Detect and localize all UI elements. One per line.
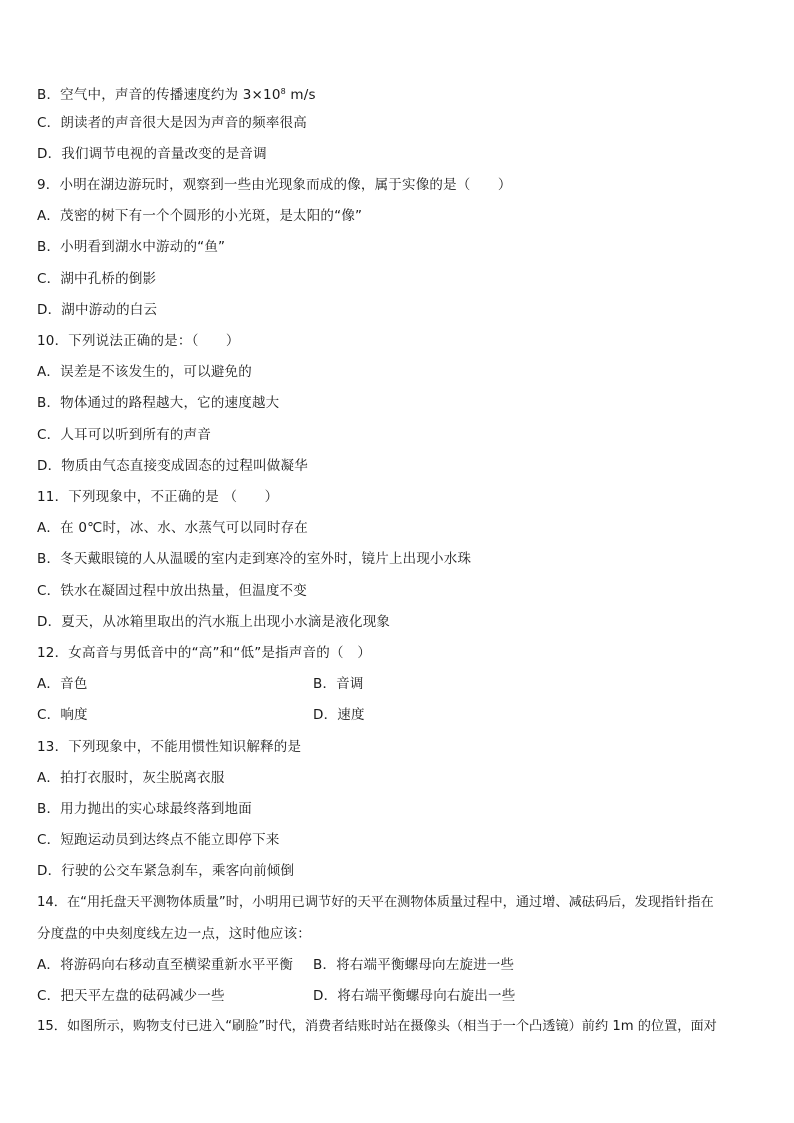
q13-option-b: B．用力抛出的实心球最终落到地面	[37, 801, 252, 817]
q11-option-d: D．夏天，从冰箱里取出的汽水瓶上出现小水滴是液化现象	[37, 614, 391, 630]
q10-stem: 10．下列说法正确的是：（ ）	[37, 333, 240, 349]
q14-option-b: B．将右端平衡螺母向左旋进一些	[313, 957, 515, 973]
q11-option-a: A．在 0℃时，冰、水、水蒸气可以同时存在	[37, 520, 308, 536]
q14-stem-line1: 14．在“用托盘天平测物体质量”时，小明用已调节好的天平在测物体质量过程中，通过增、减砝码后，发现指针指在	[37, 895, 714, 910]
q13-option-d: D．行驶的公交车紧急刹车，乘客向前倾倒	[37, 863, 295, 879]
q11-stem: 11．下列现象中，不正确的是 （ ）	[37, 489, 279, 505]
q9-option-c: C．湖中孔桥的倒影	[37, 271, 157, 287]
q12-option-c: C．响度	[37, 707, 88, 723]
q10-option-c: C．人耳可以听到所有的声音	[37, 427, 212, 443]
q12-option-b: B．音调	[313, 676, 364, 692]
q9-option-d: D．湖中游动的白云	[37, 302, 158, 318]
q14-stem-line2: 分度盘的中央刻度线左边一点，这时他应该：	[37, 926, 311, 942]
q10-option-d: D．物质由气态直接变成固态的过程叫做凝华	[37, 458, 308, 474]
q13-stem: 13．下列现象中，不能用惯性知识解释的是	[37, 739, 302, 755]
q8-option-c: C．朗读者的声音很大是因为声音的频率很高	[37, 115, 307, 131]
q9-option-a: A．茂密的树下有一个个圆形的小光斑，是太阳的“像”	[37, 208, 363, 224]
q8-option-b-text: B．空气中，声音的传播速度约为 3×10	[37, 87, 281, 103]
q13-option-c: C．短跑运动员到达终点不能立即停下来	[37, 832, 280, 848]
q8-option-d: D．我们调节电视的音量改变的是音调	[37, 146, 267, 162]
q15-stem-line1: 15．如图所示，购物支付已进入“刷脸”时代，消费者结账时站在摄像头（相当于一个凸透镜）前约 1m 的位置，面对	[37, 1019, 717, 1034]
q11-option-c: C．铁水在凝固过程中放出热量，但温度不变	[37, 583, 307, 599]
q10-option-b: B．物体通过的路程越大，它的速度越大	[37, 395, 280, 411]
q12-option-d: D．速度	[313, 707, 365, 723]
q8-option-b-exponent: 8	[280, 87, 286, 96]
q14-option-c: C．把天平左盘的砝码减少一些	[37, 988, 225, 1004]
q10-option-a: A．误差是不该发生的，可以避免的	[37, 364, 252, 380]
q14-option-d: D．将右端平衡螺母向右旋出一些	[313, 988, 516, 1004]
q9-option-b: B．小明看到湖水中游动的“鱼”	[37, 239, 226, 255]
q14-option-a: A．将游码向右移动直至横梁重新水平平衡	[37, 957, 294, 973]
q8-option-b	[37, 83, 316, 104]
q8-option-b-unit: m/s	[285, 87, 316, 103]
q12-option-a: A．音色	[37, 676, 88, 692]
q12-stem: 12．女高音与男低音中的“高”和“低”是指声音的（ ）	[37, 645, 372, 661]
q11-option-b: B．冬天戴眼镜的人从温暖的室内走到寒冷的室外时，镜片上出现小水珠	[37, 551, 472, 567]
q9-stem: 9．小明在湖边游玩时，观察到一些由光现象而成的像，属于实像的是（ ）	[37, 177, 512, 193]
q13-option-a: A．拍打衣服时，灰尘脱离衣服	[37, 770, 225, 786]
